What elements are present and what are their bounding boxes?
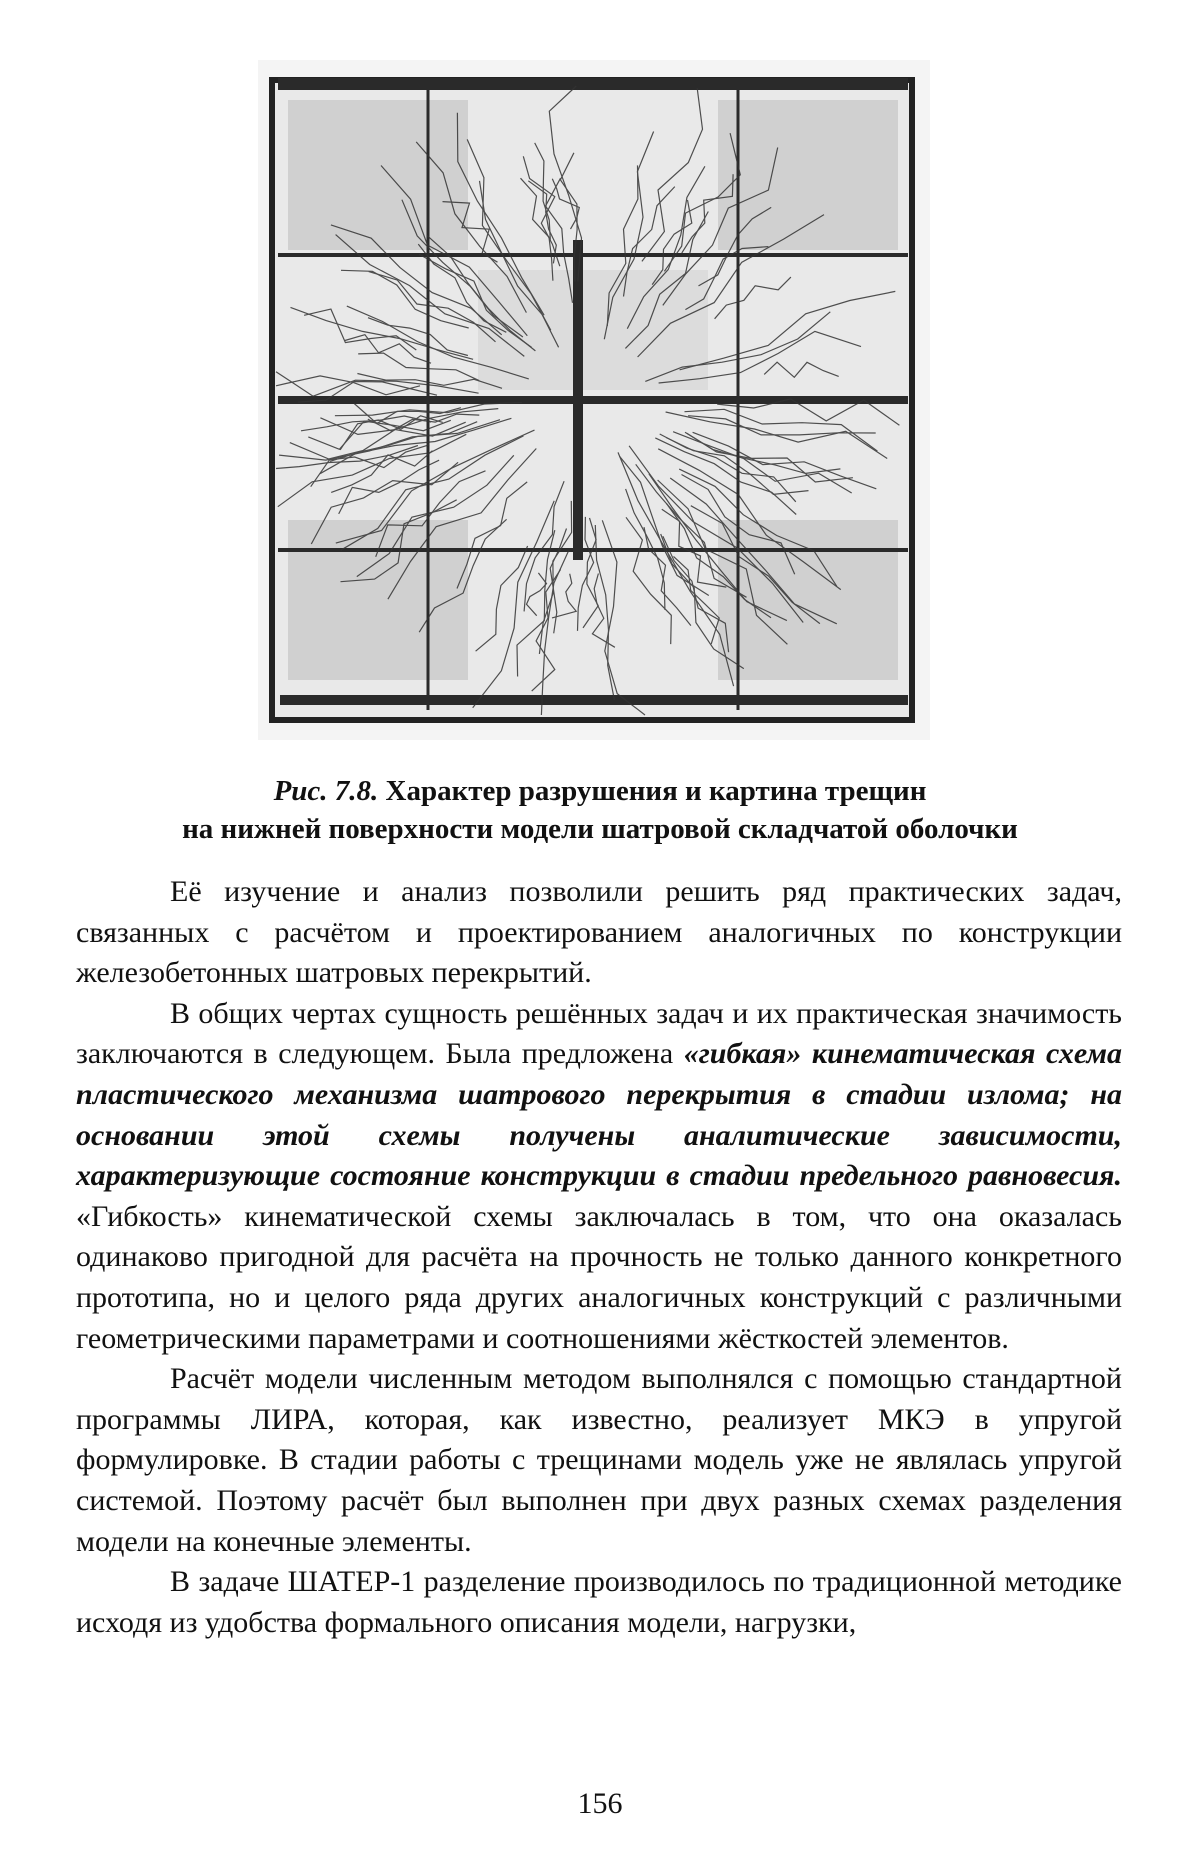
figure-crack-pattern xyxy=(258,60,930,740)
paragraph-1: Её изучение и анализ позволили решить ряд практических задач, связанных с расчётом и проектированием аналогичных по конструкции железобетонных шатровых перекрытий. xyxy=(76,875,1122,990)
caption-line-1 xyxy=(60,772,1140,810)
page-number: 156 xyxy=(577,1787,623,1820)
caption-title-1: Характер разрушения и картина трещин xyxy=(385,775,927,807)
paragraph-2 xyxy=(76,994,1122,1359)
paragraph-2-rest: «Гибкость» кинематической схемы заключалась в том, что она оказалась одинаково пригодной для расчёта на прочность не только данного конкретного прототипа, но и целого ряда других аналогичных конструкций с различными геометрическими параметрами и соотношениями жёсткостей элементов. xyxy=(76,1199,1122,1355)
figure-label: Рис. 7.8. xyxy=(273,775,379,807)
paragraph-4: В задаче ШАТЕР-1 разделение производилось по традиционной методике исходя из удобства формального описания модели, нагрузки, xyxy=(76,1565,1122,1639)
figure-caption xyxy=(60,772,1140,848)
paragraph-3: Расчёт модели численным методом выполнялся с помощью стандартной программы ЛИРА, которая, как известно, реализует МКЭ в упругой формулировке. В стадии работы с трещинами модель уже не являлась упругой системой. Поэтому расчёт был выполнен при двух разных схемах разделения модели на конечные элементы. xyxy=(76,1362,1122,1558)
cracked-shell-photo-icon xyxy=(258,60,930,740)
caption-line-2: на нижней поверхности модели шатровой складчатой оболочки xyxy=(182,813,1018,845)
paragraph-2-emphasis: «гибкая» кинематическая схема пластического механизма шатрового перекрытия в стадии излома; на основании этой схемы получены аналитические зависимости, характеризующие состояние конструкции в стадии предельного равновесия. xyxy=(76,1037,1123,1193)
paragraph-2-intro: В общих чертах сущность решённых задач и их практическая значимость заключаются в следующем. Была предложена xyxy=(76,996,1122,1071)
body-text xyxy=(76,872,1122,1643)
